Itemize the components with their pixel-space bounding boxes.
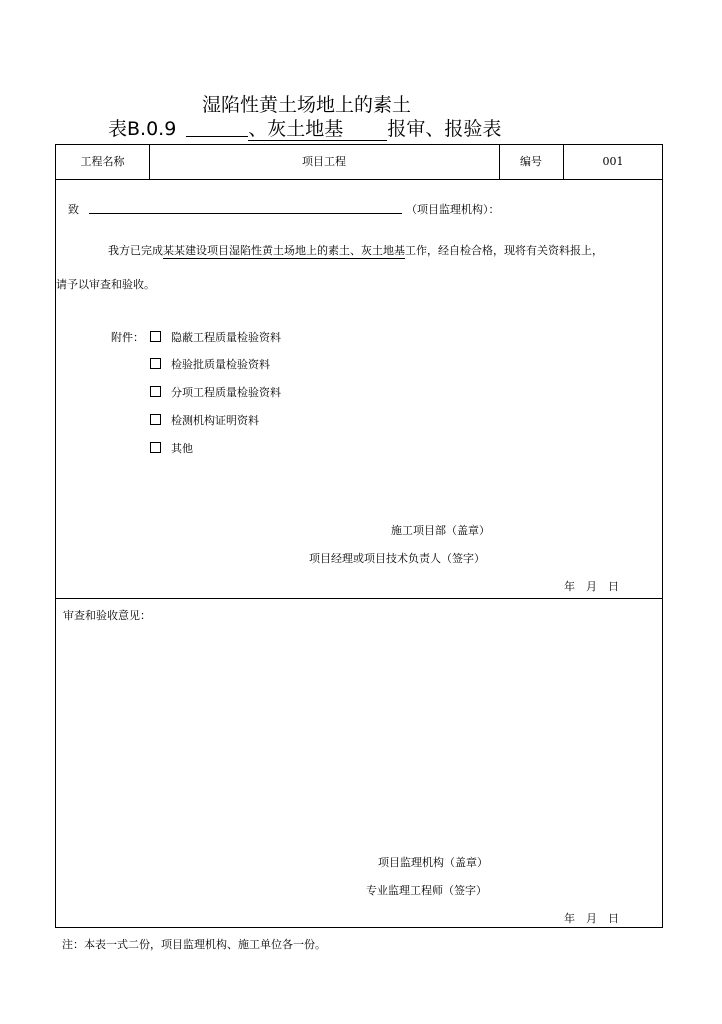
number-label: 编号 [520, 155, 542, 168]
recipient-field[interactable] [89, 213, 402, 214]
form-number: 表B.0.9 [108, 118, 177, 140]
title-blank [186, 118, 248, 137]
form-table [55, 144, 663, 928]
title-line1: 湿陷性黄土场地上的素土 [202, 94, 412, 116]
checkbox[interactable] [150, 442, 161, 453]
statement-line1 [108, 242, 603, 259]
statement-line2: 请予以审查和验收。 [56, 278, 155, 291]
agency-seal: 项目监理机构（盖章） [378, 856, 488, 869]
attachment-item: 检测机构证明资料 [150, 412, 259, 428]
statement-start: 我方已完成 [108, 244, 163, 257]
statement-end: 工作，经自检合格，现将有关资料报上， [405, 244, 603, 257]
checkbox[interactable] [150, 331, 161, 342]
attachment-item: 检验批质量检验资料 [150, 356, 270, 372]
attachment-item: 隐蔽工程质量检验资料 [150, 329, 281, 345]
checkbox[interactable] [150, 414, 161, 425]
number-value[interactable]: 001 [602, 155, 624, 168]
row-divider [56, 179, 662, 180]
work-name-field[interactable]: 某某建设项目湿陷性黄土场地上的素土、灰土地基 [163, 244, 405, 257]
row-divider [56, 598, 662, 599]
to-label: 致 [68, 203, 79, 216]
checkbox[interactable] [150, 358, 161, 369]
attachment-item: 其他 [150, 440, 193, 456]
review-date-field: 年 月 日 [564, 912, 619, 925]
engineer-signature: 专业监理工程师（签字） [366, 884, 487, 897]
checkbox[interactable] [150, 386, 161, 397]
footer-note: 注：本表一式二份，项目监理机构、施工单位各一份。 [62, 938, 326, 951]
project-name-label: 工程名称 [80, 155, 125, 168]
review-label: 审查和验收意见： [63, 609, 151, 622]
attachment-item: 分项工程质量检验资料 [150, 384, 281, 400]
title-middle: 、灰土地基 [248, 118, 387, 141]
attachments-label: 附件： [111, 331, 144, 344]
title-line2 [108, 114, 501, 141]
title-suffix: 报审、报验表 [387, 118, 502, 140]
to-suffix: （项目监理机构）： [406, 203, 500, 216]
project-name-value[interactable]: 项目工程 [302, 155, 346, 168]
date-field: 年 月 日 [564, 580, 619, 593]
contractor-seal: 施工项目部（盖章） [391, 524, 490, 537]
manager-signature: 项目经理或项目技术负责人（签字） [309, 552, 485, 565]
